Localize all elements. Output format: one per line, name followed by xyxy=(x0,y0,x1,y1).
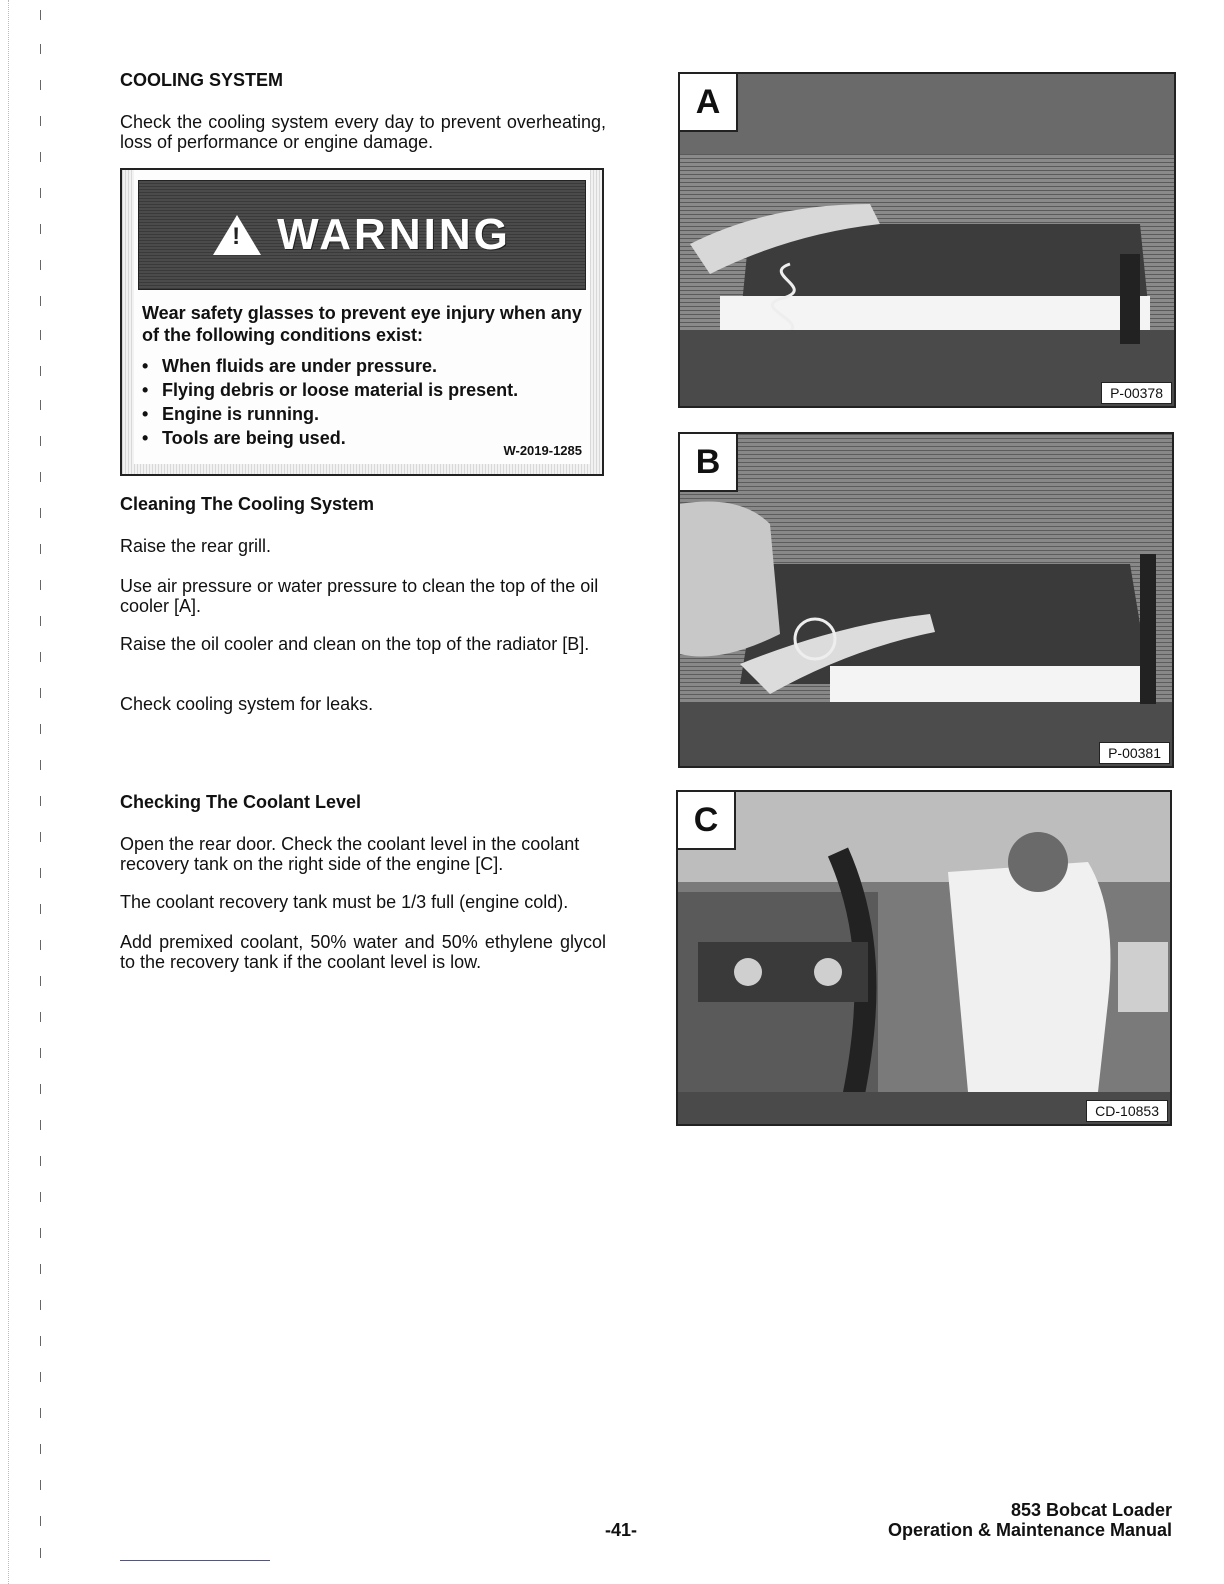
bottom-rule xyxy=(120,1560,270,1561)
warning-lead: Wear safety glasses to prevent eye injury when any of the following conditions exist: xyxy=(142,303,582,345)
coolant-step: Open the rear door. Check the coolant level in the coolant recovery tank on the right side of the engine [C]. xyxy=(120,834,580,874)
warning-header xyxy=(138,180,586,290)
cleaning-step: Use air pressure or water pressure to clean the top of the oil cooler [A]. xyxy=(120,576,599,616)
photo-a-code: P-00378 xyxy=(1101,382,1172,404)
warning-body xyxy=(142,302,582,450)
photo-c-label: C xyxy=(678,792,736,850)
cleaning-step: Raise the rear grill. xyxy=(120,536,272,556)
warning-item: • When fluids are under pressure. xyxy=(142,356,438,376)
photo-a-label: A xyxy=(680,74,738,132)
warning-list xyxy=(142,354,582,450)
footer-manual: Operation & Maintenance Manual xyxy=(887,1520,1172,1540)
photo-a xyxy=(678,72,1176,408)
binding-margin xyxy=(0,0,60,1584)
warning-code: W-2019-1285 xyxy=(503,443,582,458)
footer-model: 853 Bobcat Loader xyxy=(1010,1500,1172,1520)
coolant-title: Checking The Coolant Level xyxy=(120,792,362,812)
warning-triangle-icon: ! xyxy=(213,215,261,255)
coolant-step: The coolant recovery tank must be 1/3 full (engine cold). xyxy=(120,892,569,912)
photo-b-code: P-00381 xyxy=(1099,742,1170,764)
footer xyxy=(888,1500,1172,1540)
warning-item: • Engine is running. xyxy=(142,404,319,424)
cleaning-step: Raise the oil cooler and clean on the top of the radiator [B]. xyxy=(120,634,590,654)
warning-item: • Tools are being used. xyxy=(142,428,346,448)
photo-b-label: B xyxy=(680,434,738,492)
photo-c-code: CD-10853 xyxy=(1086,1100,1168,1122)
cleaning-title: Cleaning The Cooling System xyxy=(120,494,375,514)
warning-title: WARNING xyxy=(277,210,511,259)
section-title: COOLING SYSTEM xyxy=(120,70,284,90)
warning-item: • Flying debris or loose material is present. xyxy=(142,380,519,400)
photo-c xyxy=(676,790,1172,1126)
photo-b xyxy=(678,432,1174,768)
warning-box xyxy=(120,168,604,476)
page-number: -41- xyxy=(605,1520,638,1540)
coolant-step: Add premixed coolant, 50% water and 50% ethylene glycol to the recovery tank if the coolant level is low. xyxy=(120,932,606,972)
section-intro: Check the cooling system every day to prevent overheating, loss of performance or engine damage. xyxy=(120,112,606,152)
cleaning-step: Check cooling system for leaks. xyxy=(120,694,374,714)
